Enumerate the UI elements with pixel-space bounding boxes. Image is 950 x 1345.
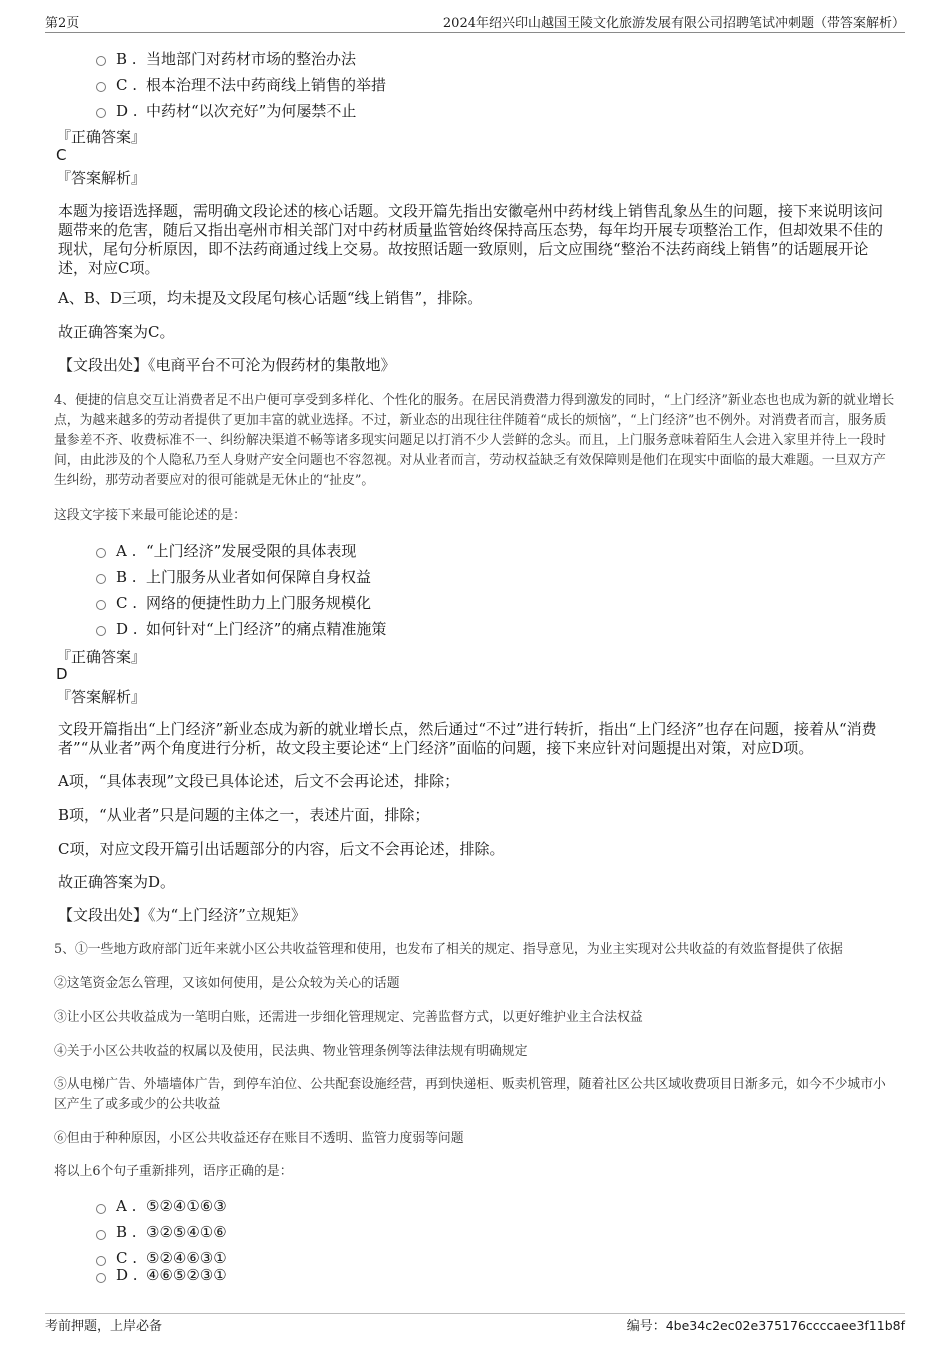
page-number: 第2页 — [45, 15, 80, 31]
q3-analysis-text: 本题为接语选择题，需明确文段论述的核心话题。文段开篇先指出安徽亳州中药材线上销售乱象丛生的问题，接下来说明该问题带来的危害，随后又指出亳州市相关部门对中药材质量监管始终保持高压态势，每年均开展专项整治工作，但却效果不佳的现状，尾句分析原因，即不法药商通过线上交易。故按照话题一致原则，后文应围绕“整治不法药商线上销售”的话题展开论述，对应C项。 — [58, 202, 884, 277]
q5-prompt: 将以上6个句子重新排列，语序正确的是： — [54, 1164, 293, 1179]
q5-option-d[interactable]: D . ④⑥⑤②③① — [96, 1266, 227, 1284]
q4-option-b[interactable]: B . 上门服务从业者如何保障自身权益 — [96, 566, 371, 587]
code-label: 编号： — [626, 1319, 666, 1334]
q5-sentence: 5、①一些地方政府部门近年来就小区公共收益管理和使用，也发布了相关的规定、指导意见，为业主实现对公共收益的有效监督提供了依据 — [54, 942, 843, 957]
q3-option-b[interactable]: B . 当地部门对药材市场的整治办法 — [96, 48, 356, 69]
q5-sentence: ⑤从电梯广告、外墙墙体广告，到停车泊位、公共配套设施经营，再到快递柜、贩卖机管理，随着社区公共区域收费项目日渐多元，如今不少城市小区产生了或多或少的公共收益 — [54, 1077, 886, 1112]
radio-icon[interactable] — [96, 1273, 106, 1283]
radio-icon[interactable] — [96, 82, 106, 92]
q5-sentence: ④关于小区公共收益的权属以及使用，民法典、物业管理条例等法律法规有明确规定 — [54, 1044, 528, 1059]
radio-icon[interactable] — [96, 1256, 106, 1266]
q4-analysis-text: 故正确答案为D。 — [58, 873, 176, 891]
page-header — [45, 10, 905, 33]
q4-source: 【文段出处】《为“上门经济”立规矩》 — [58, 906, 306, 924]
document-code — [627, 1315, 905, 1334]
radio-icon[interactable] — [96, 626, 106, 636]
document-title: 2024年绍兴印山越国王陵文化旅游发展有限公司招聘笔试冲刺题（带答案解析） — [442, 15, 905, 31]
q3-analysis-text: A、B、D三项，均未提及文段尾句核心话题“线上销售”，排除。 — [58, 289, 483, 307]
q5-option-c[interactable]: C . ⑤②④⑥③① — [96, 1249, 227, 1267]
q4-analysis-text: 文段开篇指出“上门经济”新业态成为新的就业增长点，然后通过“不过”进行转折，指出“上门经济”也存在问题，接着从“消费者”“从业者”两个角度进行分析，故文段主要论述“上门经济”面临的问题，接下来应针对问题提出对策，对应D项。 — [58, 720, 877, 757]
q3-analysis-label: 『答案解析』 — [56, 169, 147, 187]
radio-icon[interactable] — [96, 600, 106, 610]
q5-option-a[interactable]: A . ⑤②④①⑥③ — [96, 1197, 227, 1215]
q4-option-a[interactable]: A . “上门经济”发展受限的具体表现 — [96, 540, 356, 561]
q5-sentence: ②这笔资金怎么管理，又该如何使用，是公众较为关心的话题 — [54, 976, 400, 991]
q3-answer: C — [56, 146, 67, 164]
q5-sentence: ③让小区公共收益成为一笔明白账，还需进一步细化管理规定、完善监督方式，以更好维护业主合法权益 — [54, 1010, 643, 1025]
radio-icon[interactable] — [96, 56, 106, 66]
q4-answer-label: 『正确答案』 — [56, 648, 147, 666]
code-value: 4be34c2ec02e375176ccccaee3f11b8f — [665, 1318, 905, 1333]
q4-option-c[interactable]: C . 网络的便捷性助力上门服务规模化 — [96, 592, 371, 613]
q3-analysis-text: 故正确答案为C。 — [58, 323, 175, 341]
q4-answer: D — [56, 665, 68, 683]
q4-option-d[interactable]: D . 如何针对“上门经济”的痛点精准施策 — [96, 618, 386, 639]
q4-prompt: 这段文字接下来最可能论述的是： — [54, 508, 246, 523]
radio-icon[interactable] — [96, 108, 106, 118]
radio-icon[interactable] — [96, 1230, 106, 1240]
q5-option-b[interactable]: B . ③②⑤④①⑥ — [96, 1223, 227, 1241]
q3-answer-label: 『正确答案』 — [56, 128, 147, 146]
q4-stem: 4、便捷的信息交互让消费者足不出户便可享受到多样化、个性化的服务。在居民消费潜力得到激发的同时，“上门经济”新业态也也成为新的就业增长点，为越来越多的劳动者提供了更加丰富的就业选择。不过，新业态的出现往往伴随着“成长的烦恼”，“上门经济”也不例外。对消费者而言，服务质量参差不齐、收费标准不一、纠纷解决渠道不畅等诸多现实问题足以打消不少人尝鲜的念头。而且，上门服务意味着陌生人会进入家里并待上一段时间，由此涉及的个人隐私乃至人身财产安全问题也不容忽视。对从业者而言，劳动权益缺乏有效保障则是他们在现实中面临的最大难题。一旦双方产生纠纷，那劳动者要应对的很可能就是无休止的“扯皮”。 — [54, 393, 895, 488]
page-footer — [45, 1313, 905, 1334]
q4-analysis-text: C项，对应文段开篇引出话题部分的内容，后文不会再论述，排除。 — [58, 840, 505, 858]
q4-analysis-label: 『答案解析』 — [56, 688, 147, 706]
radio-icon[interactable] — [96, 548, 106, 558]
q5-sentence: ⑥但由于种种原因，小区公共收益还存在账目不透明、监管力度弱等问题 — [54, 1131, 464, 1146]
q3-option-d[interactable]: D . 中药材“以次充好”为何屡禁不止 — [96, 100, 356, 121]
radio-icon[interactable] — [96, 1204, 106, 1214]
q3-source: 【文段出处】《电商平台不可沦为假药材的集散地》 — [58, 356, 396, 374]
footer-slogan: 考前押题，上岸必备 — [45, 1319, 163, 1334]
radio-icon[interactable] — [96, 574, 106, 584]
q4-analysis-text: B项，“从业者”只是问题的主体之一，表述片面，排除； — [58, 806, 430, 824]
q3-option-c[interactable]: C . 根本治理不法中药商线上销售的举措 — [96, 74, 386, 95]
q4-analysis-text: A项，“具体表现”文段已具体论述，后文不会再论述，排除； — [58, 772, 460, 790]
